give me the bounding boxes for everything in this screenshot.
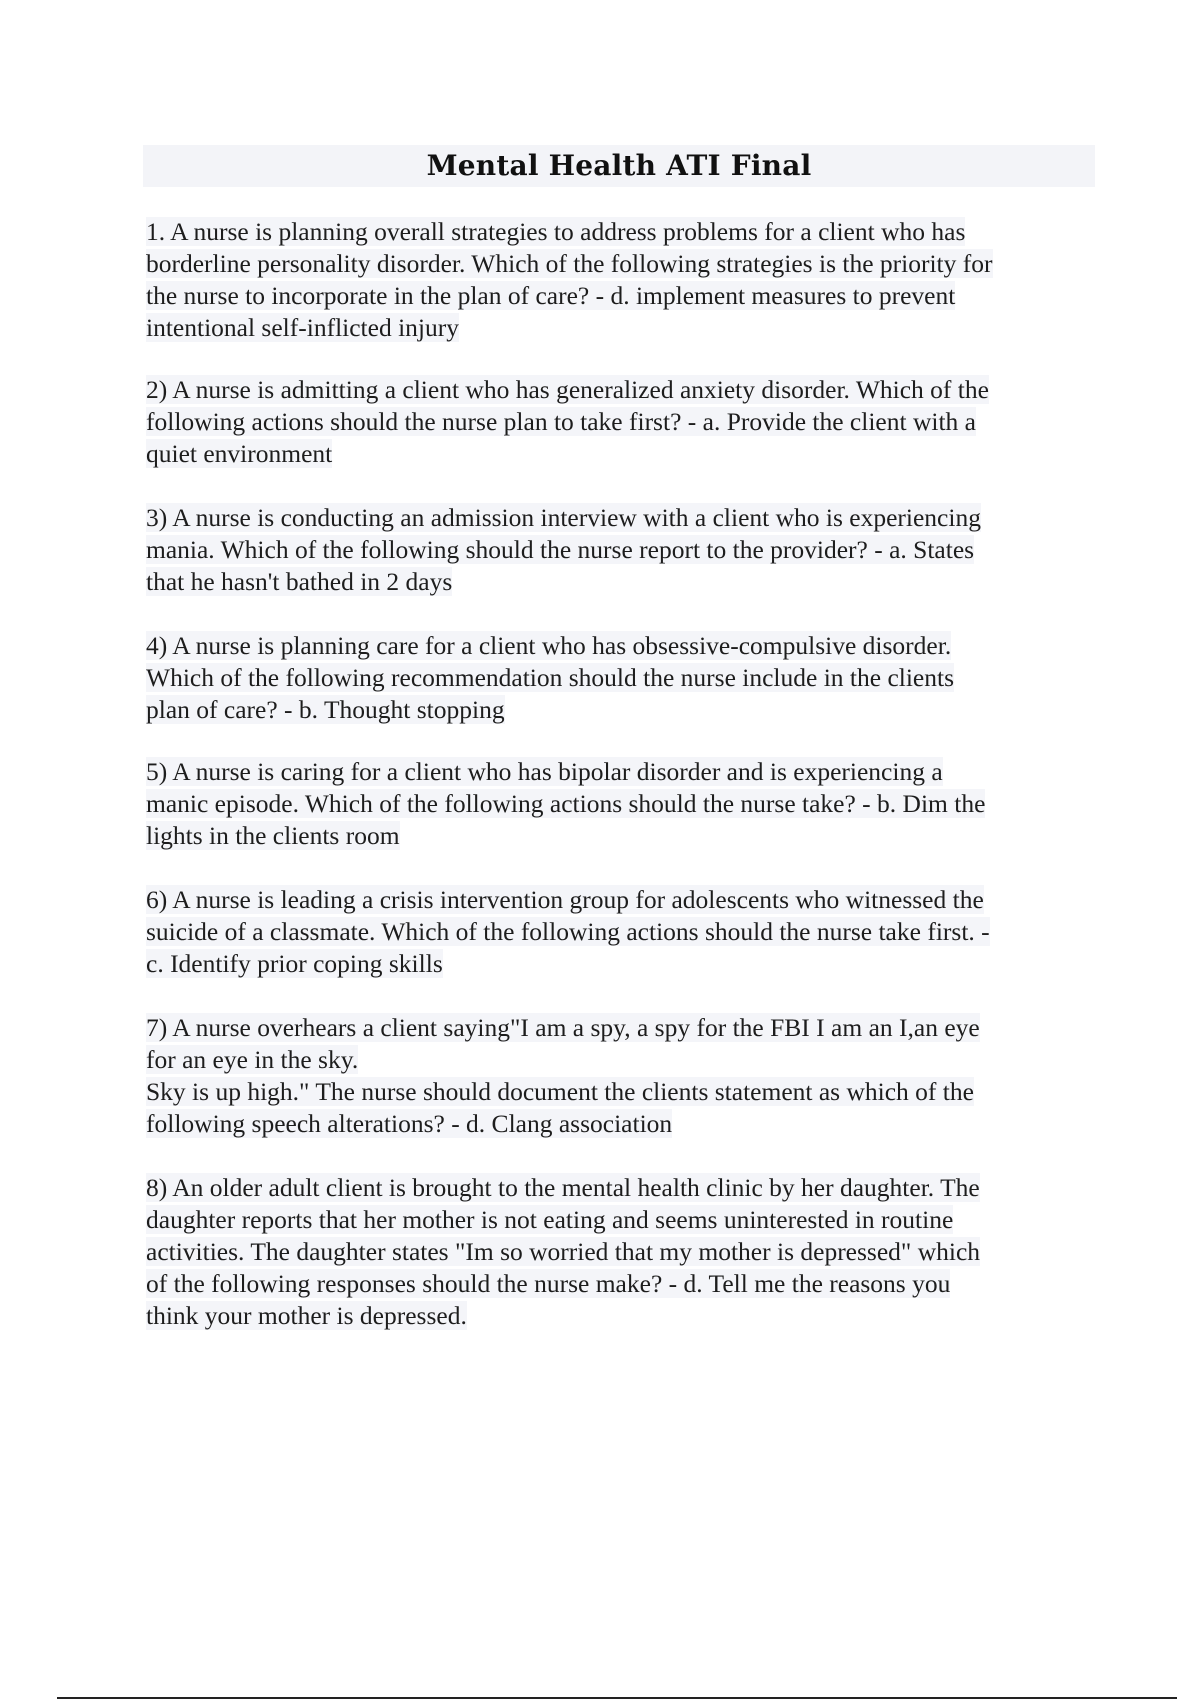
question-line xyxy=(146,630,1101,662)
page-title: Mental Health ATI Final xyxy=(426,149,812,182)
question-line xyxy=(146,312,1101,344)
question-text: 4) A nurse is planning care for a client who has obsessive-compulsive disorder. xyxy=(146,631,952,660)
question-text: Which of the following recommendation should the nurse include in the clients xyxy=(146,663,955,692)
question-text: for an eye in the sky. xyxy=(146,1045,359,1074)
question-8 xyxy=(146,1172,1101,1332)
question-text: the nurse to incorporate in the plan of care? - d. implement measures to prevent xyxy=(146,281,956,310)
question-line xyxy=(146,248,1101,280)
question-text: of the following responses should the nurse make? - d. Tell me the reasons you xyxy=(146,1269,951,1298)
question-text: that he hasn't bathed in 2 days xyxy=(146,567,453,596)
question-line xyxy=(146,694,1101,726)
question-line xyxy=(146,884,1101,916)
question-6 xyxy=(146,884,1101,980)
question-line xyxy=(146,566,1101,598)
question-line xyxy=(146,1012,1101,1044)
question-line xyxy=(146,756,1101,788)
question-text: 6) A nurse is leading a crisis intervention group for adolescents who witnessed the xyxy=(146,885,984,914)
question-text: 7) A nurse overhears a client saying"I am a spy, a spy for the FBI I am an I,an eye xyxy=(146,1013,980,1042)
question-text: lights in the clients room xyxy=(146,821,400,850)
question-text: following actions should the nurse plan to take first? - a. Provide the client with a xyxy=(146,407,976,436)
question-text: 2) A nurse is admitting a client who has generalized anxiety disorder. Which of the xyxy=(146,375,989,404)
question-line xyxy=(146,1172,1101,1204)
question-line xyxy=(146,280,1101,312)
title-bar xyxy=(143,145,1095,187)
question-line xyxy=(146,1108,1101,1140)
question-line xyxy=(146,406,1101,438)
question-text: following speech alterations? - d. Clang association xyxy=(146,1109,673,1138)
question-text: borderline personality disorder. Which of the following strategies is the priority for xyxy=(146,249,993,278)
question-line xyxy=(146,948,1101,980)
question-text: 3) A nurse is conducting an admission interview with a client who is experiencing xyxy=(146,503,981,532)
question-line xyxy=(146,1268,1101,1300)
question-line xyxy=(146,1236,1101,1268)
question-text: quiet environment xyxy=(146,439,333,468)
footer-divider xyxy=(57,1697,1177,1699)
question-2 xyxy=(146,374,1101,470)
question-list xyxy=(146,216,1101,1362)
question-text: manic episode. Which of the following actions should the nurse take? - b. Dim the xyxy=(146,789,986,818)
question-line xyxy=(146,438,1101,470)
question-5 xyxy=(146,756,1101,852)
question-3 xyxy=(146,502,1101,598)
question-text: think your mother is depressed. xyxy=(146,1301,467,1330)
question-text: plan of care? - b. Thought stopping xyxy=(146,695,505,724)
question-text: 1. A nurse is planning overall strategies to address problems for a client who has xyxy=(146,217,966,246)
question-text: 5) A nurse is caring for a client who has bipolar disorder and is experiencing a xyxy=(146,757,943,786)
question-line xyxy=(146,216,1101,248)
question-line xyxy=(146,1300,1101,1332)
question-line xyxy=(146,788,1101,820)
question-text: activities. The daughter states "Im so worried that my mother is depressed" which xyxy=(146,1237,981,1266)
question-line xyxy=(146,662,1101,694)
question-text: 8) An older adult client is brought to the mental health clinic by her daughter. The xyxy=(146,1173,980,1202)
question-text: c. Identify prior coping skills xyxy=(146,949,443,978)
question-text: suicide of a classmate. Which of the following actions should the nurse take first. - xyxy=(146,917,990,946)
question-line xyxy=(146,534,1101,566)
question-line xyxy=(146,820,1101,852)
question-text: mania. Which of the following should the nurse report to the provider? - a. States xyxy=(146,535,975,564)
question-text: daughter reports that her mother is not eating and seems uninterested in routine xyxy=(146,1205,954,1234)
question-line xyxy=(146,916,1101,948)
question-text: intentional self-inflicted injury xyxy=(146,313,459,342)
question-line xyxy=(146,1044,1101,1076)
question-line xyxy=(146,502,1101,534)
question-line xyxy=(146,1076,1101,1108)
question-text: Sky is up high." The nurse should document the clients statement as which of the xyxy=(146,1077,974,1106)
question-line xyxy=(146,1204,1101,1236)
question-line xyxy=(146,374,1101,406)
question-1 xyxy=(146,216,1101,344)
question-4 xyxy=(146,630,1101,726)
question-7 xyxy=(146,1012,1101,1140)
